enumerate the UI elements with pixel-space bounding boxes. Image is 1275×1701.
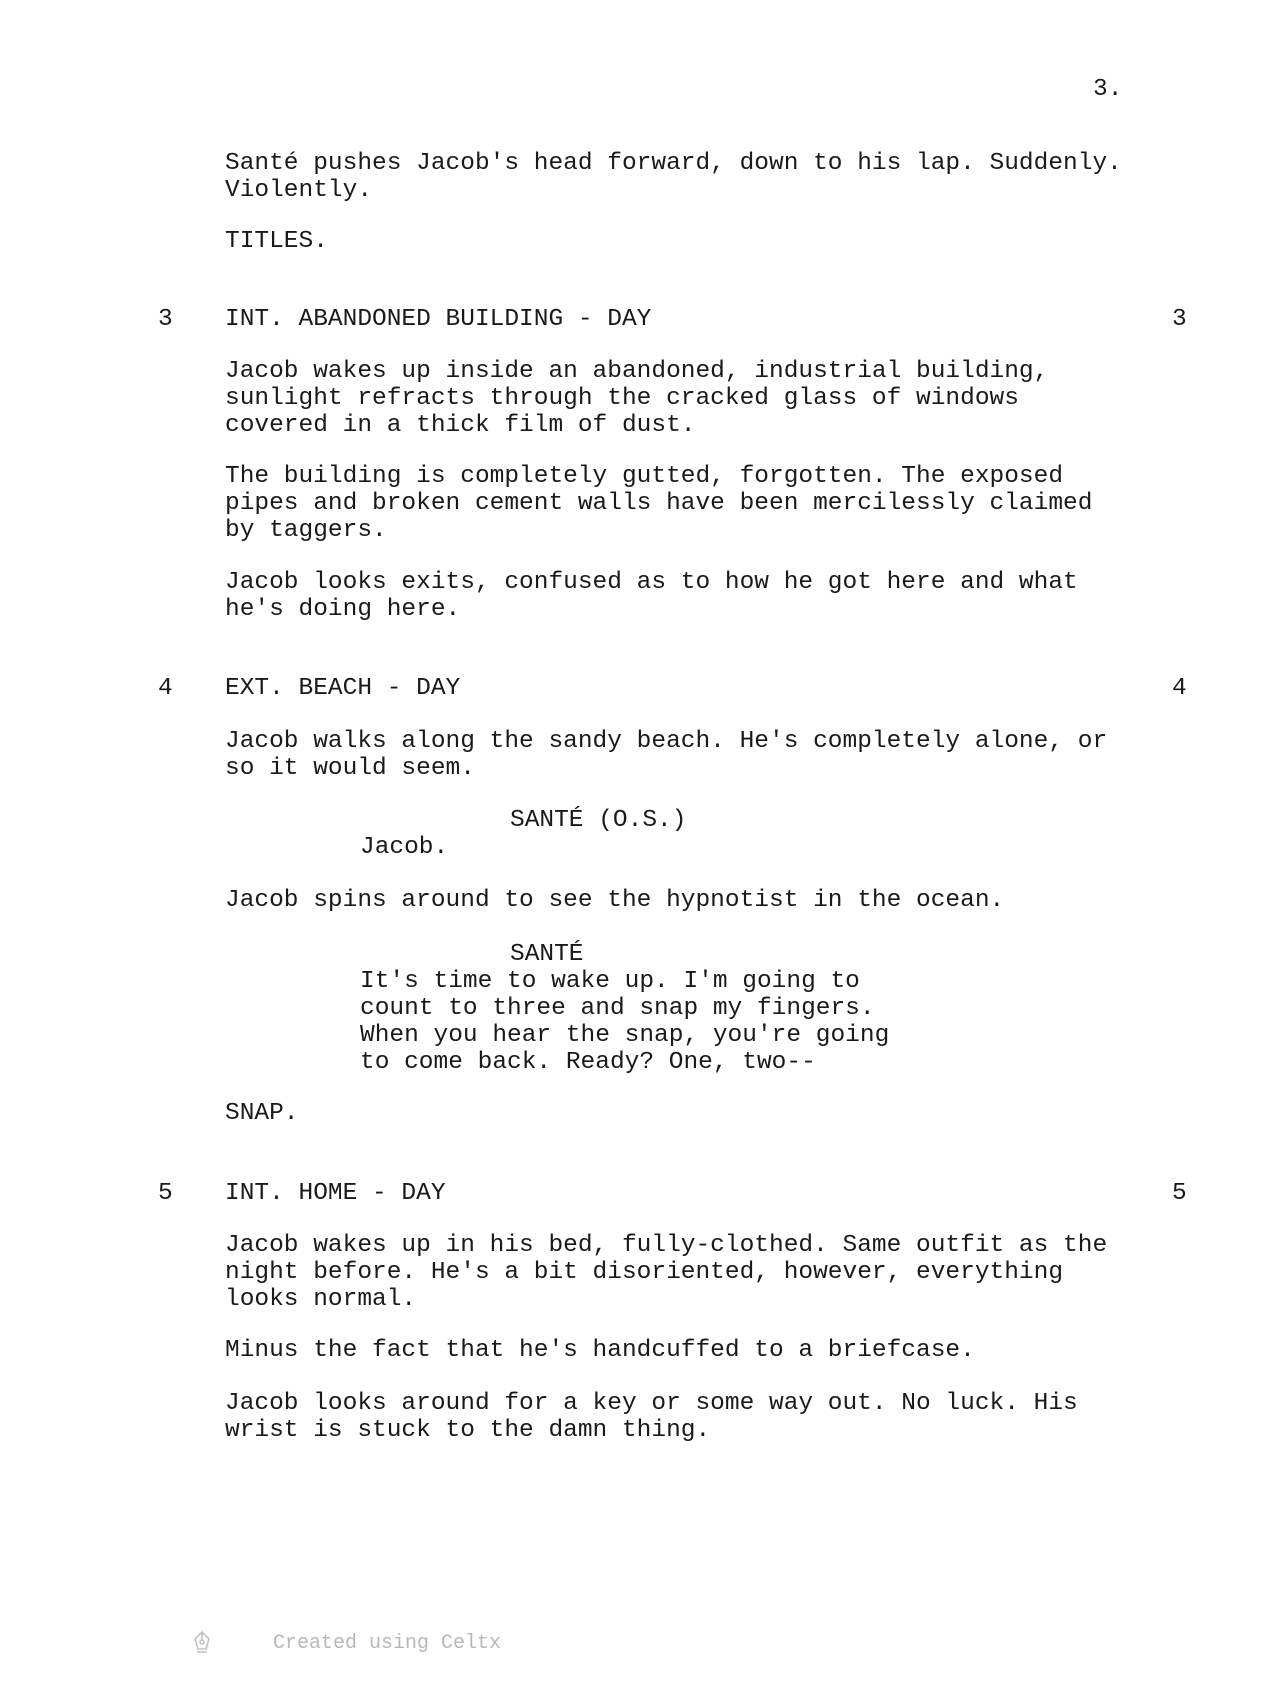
scene-number-right: 3: [1172, 306, 1187, 333]
footer-text: Created using Celtx: [273, 1631, 502, 1655]
character-name: SANTÉ (O.S.): [510, 807, 687, 834]
dialogue: It's time to wake up. I'm going to count to three and snap my fingers. When you hear the snap, you're going to come back. Ready? One, two--: [360, 968, 890, 1076]
action-line: Minus the fact that he's handcuffed to a briefcase.: [225, 1337, 975, 1364]
action-line: Jacob spins around to see the hypnotist in the ocean.: [225, 887, 1005, 914]
action-line: Jacob looks around for a key or some way out. No luck. His wrist is stuck to the damn thing.: [225, 1390, 1078, 1444]
celtx-footer: [193, 1585, 501, 1701]
dialogue: Jacob.: [360, 834, 449, 861]
action-line: Jacob wakes up inside an abandoned, industrial building, sunlight refracts through the cracked glass of windows covered in a thick film of dust.: [225, 358, 1049, 439]
action-line: Jacob looks exits, confused as to how he got here and what he's doing here.: [225, 569, 1078, 623]
action-line: SNAP.: [225, 1100, 299, 1127]
transition-titles: TITLES.: [225, 228, 328, 255]
scene-number-left: 4: [158, 675, 173, 702]
scene-heading: EXT. BEACH - DAY: [225, 675, 461, 702]
character-name: SANTÉ: [510, 941, 584, 968]
scene-number-right: 4: [1172, 675, 1187, 702]
scene-heading: INT. ABANDONED BUILDING - DAY: [225, 306, 652, 333]
scene-heading: INT. HOME - DAY: [225, 1180, 446, 1207]
action-line: Jacob walks along the sandy beach. He's completely alone, or so it would seem.: [225, 728, 1108, 782]
page-number: 3.: [1093, 76, 1123, 103]
scene-number-right: 5: [1172, 1180, 1187, 1207]
action-line: Santé pushes Jacob's head forward, down to his lap. Suddenly. Violently.: [225, 150, 1122, 204]
scene-number-left: 3: [158, 306, 173, 333]
scene-number-left: 5: [158, 1180, 173, 1207]
action-line: The building is completely gutted, forgotten. The exposed pipes and broken cement walls have been mercilessly claimed by taggers.: [225, 463, 1093, 544]
action-line: Jacob wakes up in his bed, fully-clothed. Same outfit as the night before. He's a bit disoriented, however, everything looks normal.: [225, 1232, 1108, 1313]
pen-nib-icon: [193, 1585, 265, 1701]
